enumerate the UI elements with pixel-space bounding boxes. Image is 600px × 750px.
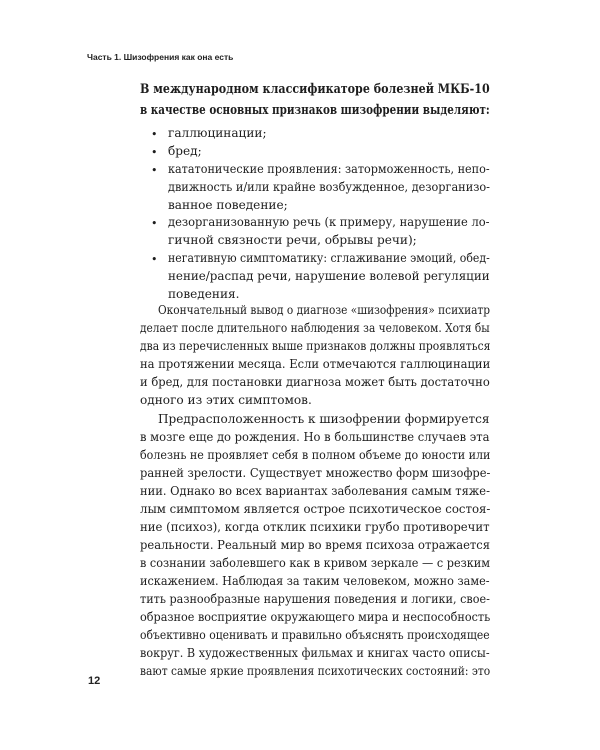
bullet-icon: •	[151, 128, 158, 141]
paragraph-line: два из перечисленных выше признаков должны проявляться	[140, 339, 491, 353]
paragraph-line: тить разнообразные нарушения поведения и логики, свое-	[140, 592, 490, 606]
list-item-continuation: гичной связности речи, обрывы речи);	[168, 233, 417, 247]
list-item-continuation: ванное поведение;	[168, 198, 288, 212]
list-item: негативную симптоматику: сглаживание эмоций, обед-	[168, 251, 490, 265]
list-item-continuation: движность и/или крайне возбужденное, дезорганизо-	[168, 180, 491, 194]
bullet-icon: •	[151, 146, 158, 159]
paragraph-line: Предрасположенность к шизофрении формируется	[158, 412, 490, 426]
list-item: дезорганизованную речь (к примеру, нарушение ло-	[168, 215, 490, 229]
bullet-icon: •	[151, 217, 158, 230]
list-item-continuation: нение/распад речи, нарушение волевой регуляции	[168, 269, 490, 283]
running-head: Часть 1. Шизофрения как она есть	[87, 52, 234, 62]
paragraph-line: в мозге еще до рождения. Но в большинстве случаев эта	[140, 430, 490, 444]
paragraph-line: делает после длительного наблюдения за человеком. Хотя бы	[140, 321, 490, 335]
heading-line: В международном классификаторе болезней МКБ-10	[140, 82, 490, 97]
list-item-continuation: поведения.	[168, 287, 240, 301]
paragraph-line: в сознании заболевшего как в кривом зеркале — с резким	[140, 556, 491, 570]
paragraph-line: ние (психоз), когда отклик психики грубо противоречит	[140, 520, 490, 534]
paragraph-line: реальности. Реальный мир во время психоза отражается	[140, 538, 491, 552]
bullet-icon: •	[151, 253, 158, 266]
paragraph-line: болезнь не проявляет себя в полном объеме до юности или	[140, 448, 491, 462]
paragraph-line: нии. Однако во всех вариантах заболевания самым тяже-	[140, 484, 490, 498]
paragraph-line: Окончательный вывод о диагнозе «шизофрения» психиатр	[158, 303, 491, 317]
paragraph-line: объективно оценивать и правильно объяснять происходящее	[140, 628, 490, 642]
paragraph-line: лым симптомом является острое психотическое состоя-	[140, 502, 491, 516]
paragraph-line: образное восприятие окружающего мира и неспособность	[140, 610, 491, 624]
paragraph-line: ранней зрелости. Существует множество форм шизофре-	[140, 466, 491, 480]
paragraph-line: на протяжении месяца. Если отмечаются галлюцинации	[140, 357, 491, 371]
paragraph-line: и бред, для постановки диагноза может быть достаточно	[140, 375, 490, 389]
list-item: галлюцинации;	[168, 126, 267, 140]
paragraph-line: искажением. Наблюдая за таким человеком, можно заме-	[140, 574, 490, 588]
bullet-icon: •	[151, 164, 158, 177]
list-item: бред;	[168, 144, 202, 158]
paragraph-line: вают самые яркие проявления психотических состояний: это	[140, 664, 491, 678]
paragraph-line: вокруг. В художественных фильмах и книгах часто описы-	[140, 646, 490, 660]
page-number: 12	[88, 675, 101, 687]
heading-line: в качестве основных признаков шизофрении выделяют:	[140, 103, 490, 118]
paragraph-line: одного из этих симптомов.	[140, 393, 312, 407]
list-item: кататонические проявления: заторможенность, непо-	[168, 162, 490, 176]
